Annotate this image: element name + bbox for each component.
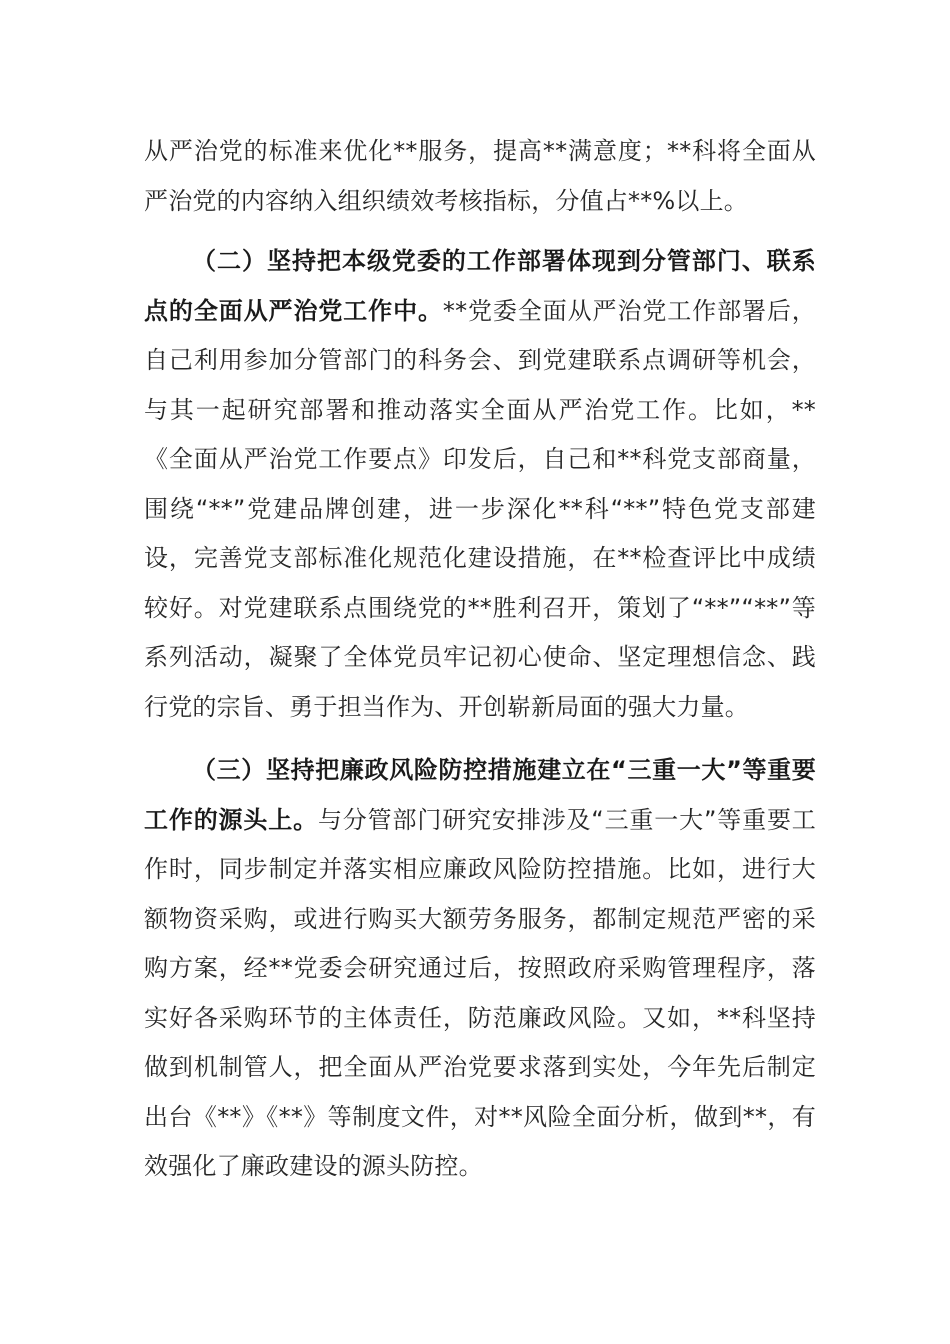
section-heading: （三）坚持把廉政风险防控措施建立在“三重一大”等重要工作的源头上。	[144, 756, 816, 834]
paragraph-section-two	[144, 237, 816, 732]
paragraph-body: **党委全面从严治党工作部署后，自己利用参加分管部门的科务会、到党建联系点调研等机会，与其一起研究部署和推动落实全面从严治党工作。比如，**《全面从严治党工作要点》印发后，自己和**科党支部商量，围绕“**”党建品牌创建，进一步深化**科“**”特色党支部建设，完善党支部标准化规范化建设措施，在**检查评比中成绩较好。对党建联系点围绕党的**胜利召开，策划了“**”“**”等系列活动，凝聚了全体党员牢记初心使命、坚定理想信念、践行党的宗旨、勇于担当作为、开创崭新局面的强大力量。	[144, 296, 816, 721]
section-heading: （二）坚持把本级党委的工作部署体现到分管部门、联系点的全面从严治党工作中。	[144, 247, 816, 325]
paragraph-section-three	[144, 746, 816, 1192]
paragraph-body: 从严治党的标准来优化**服务，提高**满意度；**科将全面从严治党的内容纳入组织绩效考核指标，分值占**%以上。	[144, 137, 816, 215]
paragraph-continuation	[144, 127, 816, 226]
paragraph-body: 与分管部门研究安排涉及“三重一大”等重要工作时，同步制定并落实相应廉政风险防控措施。比如，进行大额物资采购，或进行购买大额劳务服务，都制定规范严密的采购方案，经**党委会研究通过后，按照政府采购管理程序，落实好各采购环节的主体责任，防范廉政风险。又如，**科坚持做到机制管人，把全面从严治党要求落到实处，今年先后制定出台《**》《**》等制度文件，对**风险全面分析，做到**，有效强化了廉政建设的源头防控。	[144, 805, 816, 1180]
